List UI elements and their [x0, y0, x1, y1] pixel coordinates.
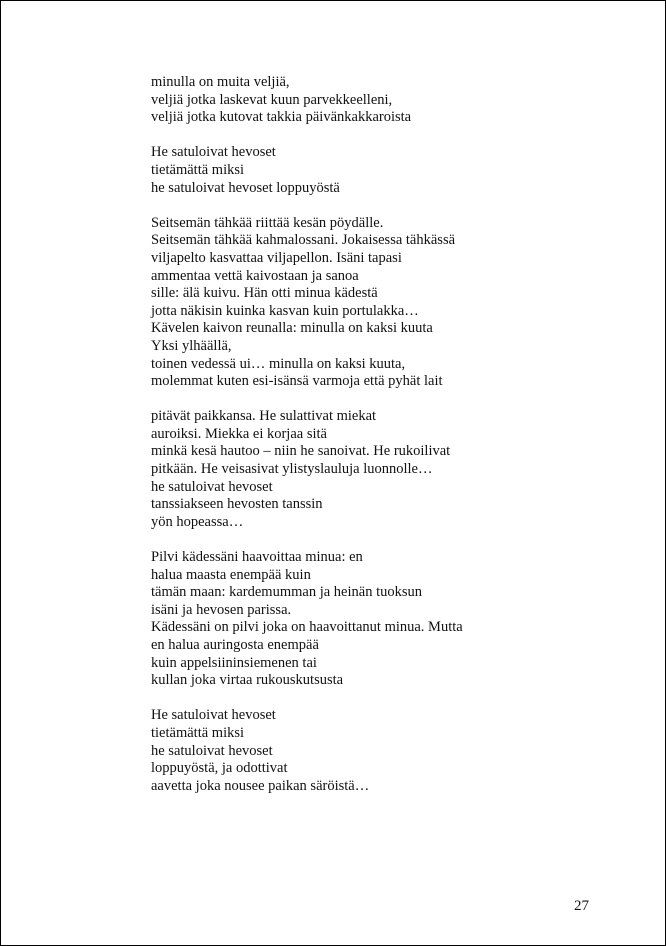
poem-line: he satuloivat hevoset: [151, 478, 273, 495]
poem-line: he satuloivat hevoset loppuyöstä: [151, 179, 340, 196]
poem-line: Seitsemän tähkää kahmalossani. Jokaisessa tähkässä: [151, 232, 456, 249]
poem-line: isäni ja hevosen parissa.: [151, 601, 292, 618]
poem-line: pitkään. He veisasivat ylistyslauluja luonnolle…: [151, 461, 433, 478]
stanza-2: [151, 144, 621, 197]
poem-line: loppuyöstä, ja odottivat: [151, 760, 288, 777]
poem-line: veljiä jotka laskevat kuun parvekkeelleni,: [151, 91, 393, 108]
stanza-6: [151, 707, 621, 795]
poem-line: Kädessäni on pilvi joka on haavoittanut minua. Mutta: [151, 619, 463, 636]
stanza-5: [151, 549, 621, 690]
stanza-4: [151, 408, 621, 531]
poem-line: tanssiakseen hevosten tanssin: [151, 496, 323, 513]
poem-line: jotta näkisin kuinka kasvan kuin portulakka…: [151, 302, 419, 319]
poem-line: sille: älä kuivu. Hän otti minua kädestä: [151, 285, 378, 302]
poem-line: tietämättä miksi: [151, 161, 245, 178]
poem-line: ammentaa vettä kaivostaan ja sanoa: [151, 267, 359, 284]
poem-line: tämän maan: kardemumman ja heinän tuoksun: [151, 584, 422, 601]
poem-line: kullan joka virtaa rukouskutsusta: [151, 672, 344, 689]
poem-line: molemmat kuten esi-isänsä varmoja että pyhät lait: [151, 373, 443, 390]
poem-line: Seitsemän tähkää riittää kesän pöydälle.: [151, 214, 384, 231]
poem-line: tietämättä miksi: [151, 724, 245, 741]
poem-line: aavetta joka nousee paikan säröistä…: [151, 777, 370, 794]
poem-line: minkä kesä hautoo – niin he sanoivat. He rukoilivat: [151, 443, 451, 460]
poem-line: viljapelto kasvattaa viljapellon. Isäni tapasi: [151, 249, 402, 266]
poem-line: veljiä jotka kutovat takkia päivänkakkaroista: [151, 109, 412, 126]
stanza-3: [151, 215, 621, 391]
poem-line: halua maasta enempää kuin: [151, 566, 311, 583]
poem-text: [151, 74, 621, 813]
poem-line: toinen vedessä ui… minulla on kaksi kuuta,: [151, 355, 406, 372]
poem-line: minulla on muita veljiä,: [151, 74, 290, 90]
poem-line: auroiksi. Miekka ei korjaa sitä: [151, 425, 327, 442]
poem-line: He satuloivat hevoset: [151, 707, 276, 724]
poem-line: Pilvi kädessäni haavoittaa minua: en: [151, 549, 363, 566]
poem-line: Kävelen kaivon reunalla: minulla on kaksi kuuta: [151, 320, 433, 337]
poem-line: yön hopeassa…: [151, 513, 244, 530]
poem-line: Yksi ylhäällä,: [151, 337, 232, 354]
page-number: 27: [574, 898, 589, 914]
poem-line: pitävät paikkansa. He sulattivat miekat: [151, 408, 377, 425]
poem-line: He satuloivat hevoset: [151, 144, 276, 161]
poem-line: en halua auringosta enempää: [151, 637, 319, 653]
poem-line: he satuloivat hevoset: [151, 742, 273, 759]
poem-line: kuin appelsiininsiemenen tai: [151, 654, 317, 671]
stanza-1: [151, 74, 621, 127]
